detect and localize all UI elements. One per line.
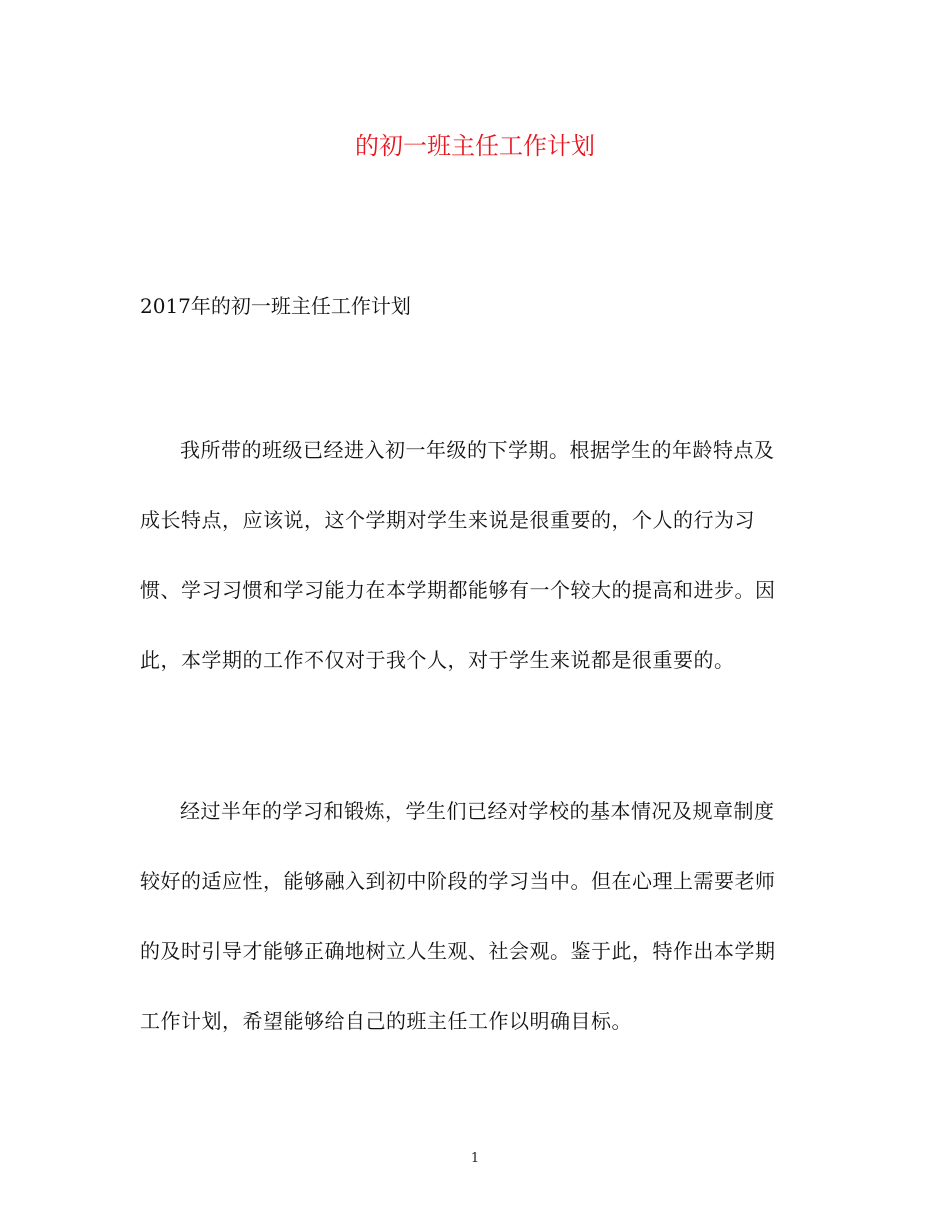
paragraph-2 <box>140 795 820 1075</box>
paragraph-line: 的及时引导才能够正确地树立人生观、社会观。鉴于此，特作出本学期 <box>140 939 776 963</box>
document-title: 的初一班主任工作计划 <box>355 132 595 160</box>
page-number: 1 <box>470 1151 480 1166</box>
paragraph-line: 较好的适应性，能够融入到初中阶段的学习当中。但在心理上需要老师 <box>140 869 776 893</box>
paragraph-line: 我所带的班级已经进入初一年级的下学期。根据学生的年龄特点及 <box>180 438 775 462</box>
paragraph-1 <box>140 434 820 714</box>
paragraph-line: 工作计划，希望能够给自己的班主任工作以明确目标。 <box>140 1009 632 1033</box>
document-subtitle: 2017年的初一班主任工作计划 <box>140 294 411 318</box>
paragraph-line: 惯、学习习惯和学习能力在本学期都能够有一个较大的提高和进步。因 <box>140 578 776 602</box>
paragraph-line: 此，本学期的工作不仅对于我个人，对于学生来说都是很重要的。 <box>140 648 735 672</box>
paragraph-line: 成长特点，应该说，这个学期对学生来说是很重要的，个人的行为习 <box>140 508 755 532</box>
paragraph-line: 经过半年的学习和锻炼，学生们已经对学校的基本情况及规章制度 <box>180 799 775 823</box>
